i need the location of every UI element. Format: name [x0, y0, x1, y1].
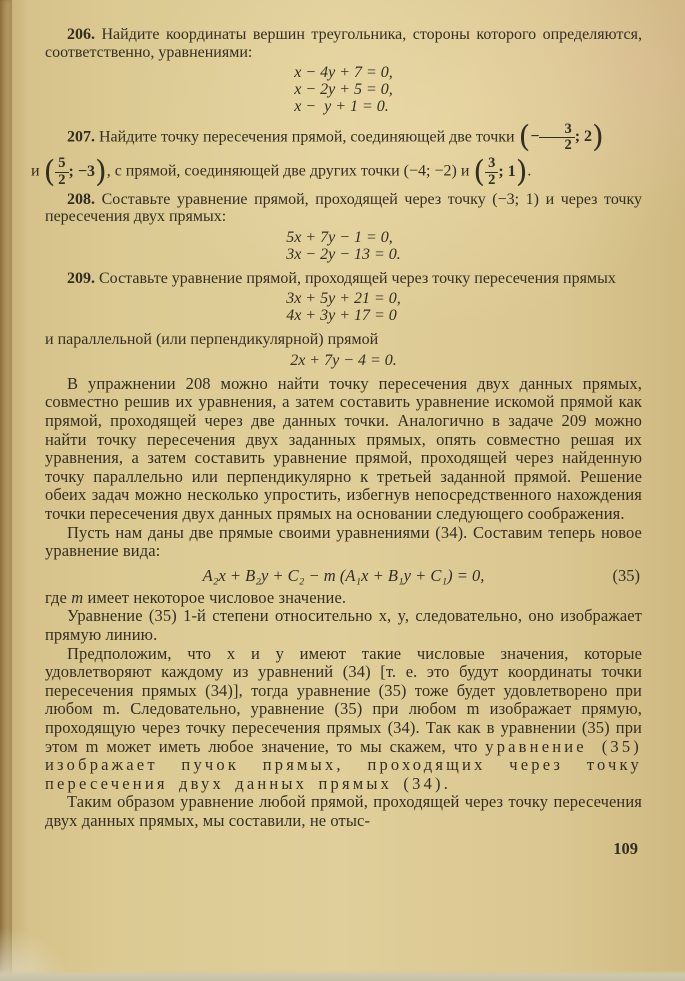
point-rest: ; 1: [498, 162, 516, 180]
problem-209-label: 209.: [67, 269, 95, 287]
problem-208-equations: [45, 229, 642, 264]
fraction-numerator: 5: [55, 156, 68, 172]
problem-207-line2: [31, 154, 642, 190]
equation-line: x − y + 1 = 0.: [294, 98, 389, 115]
fraction-point-2: [43, 154, 107, 190]
close-paren: ): [515, 154, 528, 190]
equation-35-number: (35): [612, 565, 640, 585]
fraction-denominator: 2: [488, 171, 496, 188]
equation-35: [45, 566, 642, 585]
open-paren: (: [473, 154, 486, 190]
problem-208: [45, 191, 642, 226]
fraction: [539, 122, 574, 153]
equation-line: 3x + 5y + 21 = 0,: [286, 290, 401, 308]
open-paren: (: [43, 154, 56, 190]
problem-206: [45, 26, 642, 61]
fraction-denominator: 2: [564, 137, 572, 154]
fraction-point-1: [518, 119, 604, 155]
problem-206-equations: [45, 64, 642, 116]
equation-line: 4x + 3y + 17 = 0: [286, 307, 397, 325]
page-bottom-edge: [0, 970, 685, 981]
equation-line: 5x + 7y − 1 = 0,: [286, 228, 393, 246]
minus-sign: −: [530, 128, 540, 146]
problem-207-text: Найдите точку пересечения прямой, соединяющей две точки: [99, 128, 515, 146]
problem-207-label: 207.: [67, 128, 95, 146]
body-paragraph-5: [45, 645, 642, 794]
close-paren: ): [592, 119, 604, 155]
problem-209-text: Составьте уравнение прямой, проходящей через точку пересечения прямых: [99, 269, 616, 287]
fraction-numerator: 3: [539, 122, 574, 138]
equation-line: 3x − 2y − 13 = 0.: [286, 245, 401, 263]
page-left-edge: [0, 0, 12, 981]
problem-207-text-2: , с прямой, соединяющей две других точки (−4; −2) и: [106, 162, 470, 180]
problem-209-equations: [45, 290, 642, 325]
page-number: 109: [613, 838, 638, 858]
point-rest: ; 2: [574, 128, 593, 146]
point-rest: ; −3: [68, 162, 95, 180]
paragraph-5-emphasis: уравнение (35) изображает пучок прямых, проходящих через точку пересечения двух данных прямых (34).: [45, 736, 642, 793]
fraction-point-3: [473, 154, 528, 190]
body-paragraph-6: Таким образом уравнение любой прямой, проходящей через точку пересечения двух данных прямых, мы составили, не отыс-: [45, 792, 642, 830]
problem-206-label: 206.: [67, 26, 95, 43]
fraction: [55, 156, 68, 187]
equation-35-formula: A₂x + B₂y + C₂ − m (A₁x + B₁y + C₁) = 0,: [202, 565, 485, 585]
body-paragraph-2: Пусть нам даны две прямые своими уравнениями (34). Составим теперь новое уравнение вида:: [45, 522, 642, 561]
problem-207: [45, 119, 642, 155]
variable-m: m: [71, 587, 84, 607]
sentence-end: .: [527, 162, 532, 180]
conjunction: и: [31, 162, 40, 180]
equation-line: x − 2y + 5 = 0,: [294, 81, 393, 98]
page-content: [31, 26, 643, 859]
open-paren: (: [518, 119, 531, 155]
close-paren: ): [94, 154, 107, 190]
body-paragraph-3: где m имеет некоторое числовое значение.: [45, 587, 347, 607]
fraction-numerator: 3: [485, 156, 498, 172]
problem-208-text: Составьте уравнение прямой, проходящей через точку (−3; 1) и через точку пересечения двух прямых:: [45, 190, 643, 226]
problem-206-text: Найдите координаты вершин треугольника, стороны которого определяются, соответственно, уравнениями:: [45, 26, 643, 61]
equation-line: 2x + 7y − 4 = 0.: [290, 351, 397, 369]
equation-line: x − 4y + 7 = 0,: [294, 64, 393, 81]
problem-208-label: 208.: [67, 190, 95, 208]
fraction: [485, 156, 498, 187]
problem-209-text-2: и параллельной (или перпендикулярной) прямой: [45, 331, 379, 349]
problem-209: [45, 270, 642, 288]
body-paragraph-4: Уравнение (35) 1-й степени относительно x, y, следовательно, оно изображает прямую линию.: [45, 606, 642, 644]
fraction-denominator: 2: [58, 171, 66, 188]
paragraph-5-normal: Предположим, что x и y имеют такие числовые значения, которые удовлетворяют каждому из уравнений (34) [т. е. это будут координаты точки пересечения прямых (34)], тогда уравнение (35) тоже будет удовлетворено при любом m. Следовательно, уравнение (35) при любом m изображает прямую, проходящую через точку пересечения прямых (34). Так как в уравнении (35) при этом m может иметь любое значение, то мы скажем, что: [45, 643, 642, 756]
body-paragraph-1: В упражнении 208 можно найти точку пересечения двух данных прямых, совместно решив их уравнения, а затем составить уравнение искомой прямой как прямой, проходящей через две данных точки. Аналогично в задаче 209 можно найти точку пересечения двух заданных прямых, опять совместно решая их уравнения, а затем составить уравнение прямой, проходящей через найденную точку параллельно или перпендикулярно к третьей заданной прямой. Решение обеих задач можно несколько упростить, избегнув непосредственного нахождения точки пересечения двух данных прямых на основании следующего соображения.: [45, 373, 642, 524]
